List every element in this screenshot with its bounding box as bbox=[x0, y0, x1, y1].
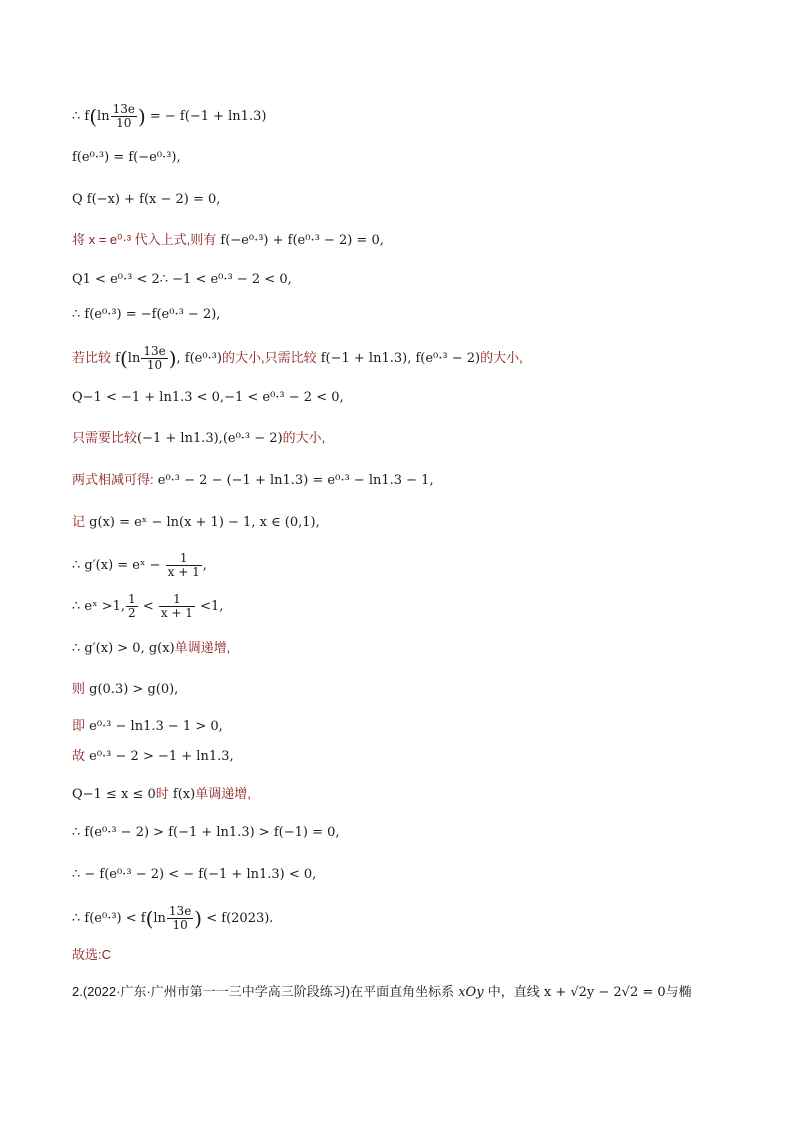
math-text: g(x) = eˣ − ln(x + 1) − 1, x ∈ (0,1), bbox=[85, 515, 320, 530]
text: 单调递增, bbox=[195, 786, 251, 801]
frac-numerator: 1 bbox=[159, 593, 195, 607]
line-1 bbox=[72, 103, 266, 130]
line-3 bbox=[72, 190, 220, 210]
ln-text: ln bbox=[153, 911, 166, 926]
math-text: (−1 + ln1.3),(e⁰·³ − 2) bbox=[137, 431, 283, 446]
frac-numerator: 13e bbox=[143, 344, 166, 358]
text: Q f(−x) + f(x − 2) = 0, bbox=[72, 192, 221, 207]
line-7 bbox=[72, 345, 523, 372]
paren: ( bbox=[89, 104, 98, 129]
math-text: x + √2y − 2√2 = 0 bbox=[539, 985, 666, 1000]
text: ∴ f bbox=[72, 109, 90, 124]
frac-denominator: 2 bbox=[128, 606, 136, 620]
line-6 bbox=[72, 305, 220, 325]
text: ∴ f(e⁰·³ − 2) > f(−1 + ln1.3) > f(−1) = 0, bbox=[72, 825, 340, 840]
text: ∴ g′(x) = eˣ − bbox=[72, 558, 165, 573]
text: 即 bbox=[72, 718, 86, 733]
math-text: e⁰·³ − ln1.3 − 1 > 0, bbox=[85, 719, 223, 734]
line-22-answer bbox=[72, 945, 111, 965]
math-text: e⁰·³ − 2 > −1 + ln1.3, bbox=[85, 749, 234, 764]
ln-text: ln bbox=[97, 109, 110, 124]
text: 只需要比较 bbox=[72, 430, 138, 445]
math-text: f(−e⁰·³) + f(e⁰·³ − 2) = 0, bbox=[216, 233, 384, 248]
frac-denominator: x + 1 bbox=[167, 565, 200, 579]
fraction bbox=[141, 345, 167, 372]
line-2 bbox=[72, 148, 181, 168]
text: 记 bbox=[72, 514, 86, 529]
fraction bbox=[126, 593, 138, 620]
text: Q1 < e⁰·³ < 2∴ −1 < e⁰·³ − 2 < 0, bbox=[72, 272, 292, 287]
math-text: Q−1 ≤ x ≤ 0 bbox=[72, 787, 156, 802]
frac-numerator: 13e bbox=[168, 904, 192, 918]
text: 则 bbox=[72, 681, 86, 696]
text: ∴ f(e⁰·³) = −f(e⁰·³ − 2), bbox=[72, 307, 221, 322]
frac-denominator: 10 bbox=[116, 116, 132, 130]
line-14 bbox=[72, 638, 230, 659]
paren: ) bbox=[168, 346, 177, 371]
frac-numerator: 13e bbox=[112, 102, 135, 116]
ln-text: ln bbox=[127, 351, 141, 366]
math-text: e⁰·³ − 2 − (−1 + ln1.3) = e⁰·³ − ln1.3 − 1, bbox=[153, 473, 434, 488]
math-text: , f(e⁰·³) bbox=[176, 351, 222, 366]
text: Q−1 < −1 + ln1.3 < 0,−1 < e⁰·³ − 2 < 0, bbox=[72, 390, 344, 405]
line-4 bbox=[72, 230, 384, 251]
line-18 bbox=[72, 784, 251, 805]
line-23-question bbox=[72, 982, 692, 1003]
text: 单调递增, bbox=[174, 640, 231, 655]
text: = − f(−1 + ln1.3) bbox=[145, 109, 267, 124]
text: 故 bbox=[72, 748, 86, 763]
frac-numerator: 1 bbox=[166, 552, 202, 566]
line-19 bbox=[72, 823, 340, 843]
math-text: f(x) bbox=[168, 787, 196, 802]
line-11 bbox=[72, 512, 320, 533]
text: 若比较 bbox=[72, 350, 112, 365]
text: 将 x = e⁰·³ 代入上式,则有 bbox=[72, 232, 217, 247]
line-13 bbox=[72, 593, 223, 620]
math-text: ∴ g′(x) > 0, g(x) bbox=[72, 641, 175, 656]
fraction bbox=[111, 103, 137, 130]
fraction bbox=[167, 905, 193, 932]
frac-denominator: 10 bbox=[172, 918, 188, 932]
text: , bbox=[202, 558, 207, 573]
text: f(e⁰·³) = f(−e⁰·³), bbox=[72, 150, 181, 165]
text: ∴ eˣ >1, bbox=[72, 599, 126, 614]
fraction bbox=[166, 552, 202, 579]
paren: ) bbox=[137, 104, 146, 129]
paren: ( bbox=[145, 906, 154, 931]
line-16 bbox=[72, 716, 223, 737]
line-8 bbox=[72, 388, 344, 408]
text: 的大小, bbox=[480, 350, 523, 365]
text: < f(2023). bbox=[202, 911, 274, 926]
line-21 bbox=[72, 905, 273, 932]
text: 的大小, bbox=[282, 430, 326, 445]
text: 与椭 bbox=[665, 984, 692, 999]
frac-denominator: 10 bbox=[146, 358, 163, 372]
paren: ) bbox=[194, 906, 203, 931]
answer-text: 故选:C bbox=[72, 947, 112, 962]
text: 时 bbox=[155, 786, 169, 801]
fraction bbox=[159, 593, 195, 620]
line-9 bbox=[72, 428, 325, 449]
math-text: f bbox=[111, 351, 120, 366]
text: 2.(2022·广东·广州市第一一三中学高三阶段练习)在平面直角坐标系 bbox=[72, 984, 455, 999]
frac-numerator: 1 bbox=[128, 592, 136, 606]
frac-denominator: x + 1 bbox=[160, 606, 193, 620]
text: < bbox=[138, 599, 158, 614]
text: <1, bbox=[195, 599, 224, 614]
math-text: xOy bbox=[454, 985, 488, 1000]
text: ∴ f(e⁰·³) < f bbox=[72, 911, 146, 926]
line-17 bbox=[72, 746, 234, 767]
line-12 bbox=[72, 552, 207, 579]
line-10 bbox=[72, 470, 434, 491]
text: 的大小,只需比较 bbox=[221, 350, 317, 365]
text: 两式相减可得: bbox=[72, 472, 154, 487]
line-20 bbox=[72, 865, 316, 885]
text: ∴ − f(e⁰·³ − 2) < − f(−1 + ln1.3) < 0, bbox=[72, 867, 317, 882]
line-5 bbox=[72, 270, 292, 290]
line-15 bbox=[72, 679, 178, 700]
math-text: g(0.3) > g(0), bbox=[85, 682, 179, 697]
paren: ( bbox=[119, 346, 128, 371]
math-text: f(−1 + ln1.3), f(e⁰·³ − 2) bbox=[316, 351, 481, 366]
text: 中，直线 bbox=[487, 984, 540, 999]
